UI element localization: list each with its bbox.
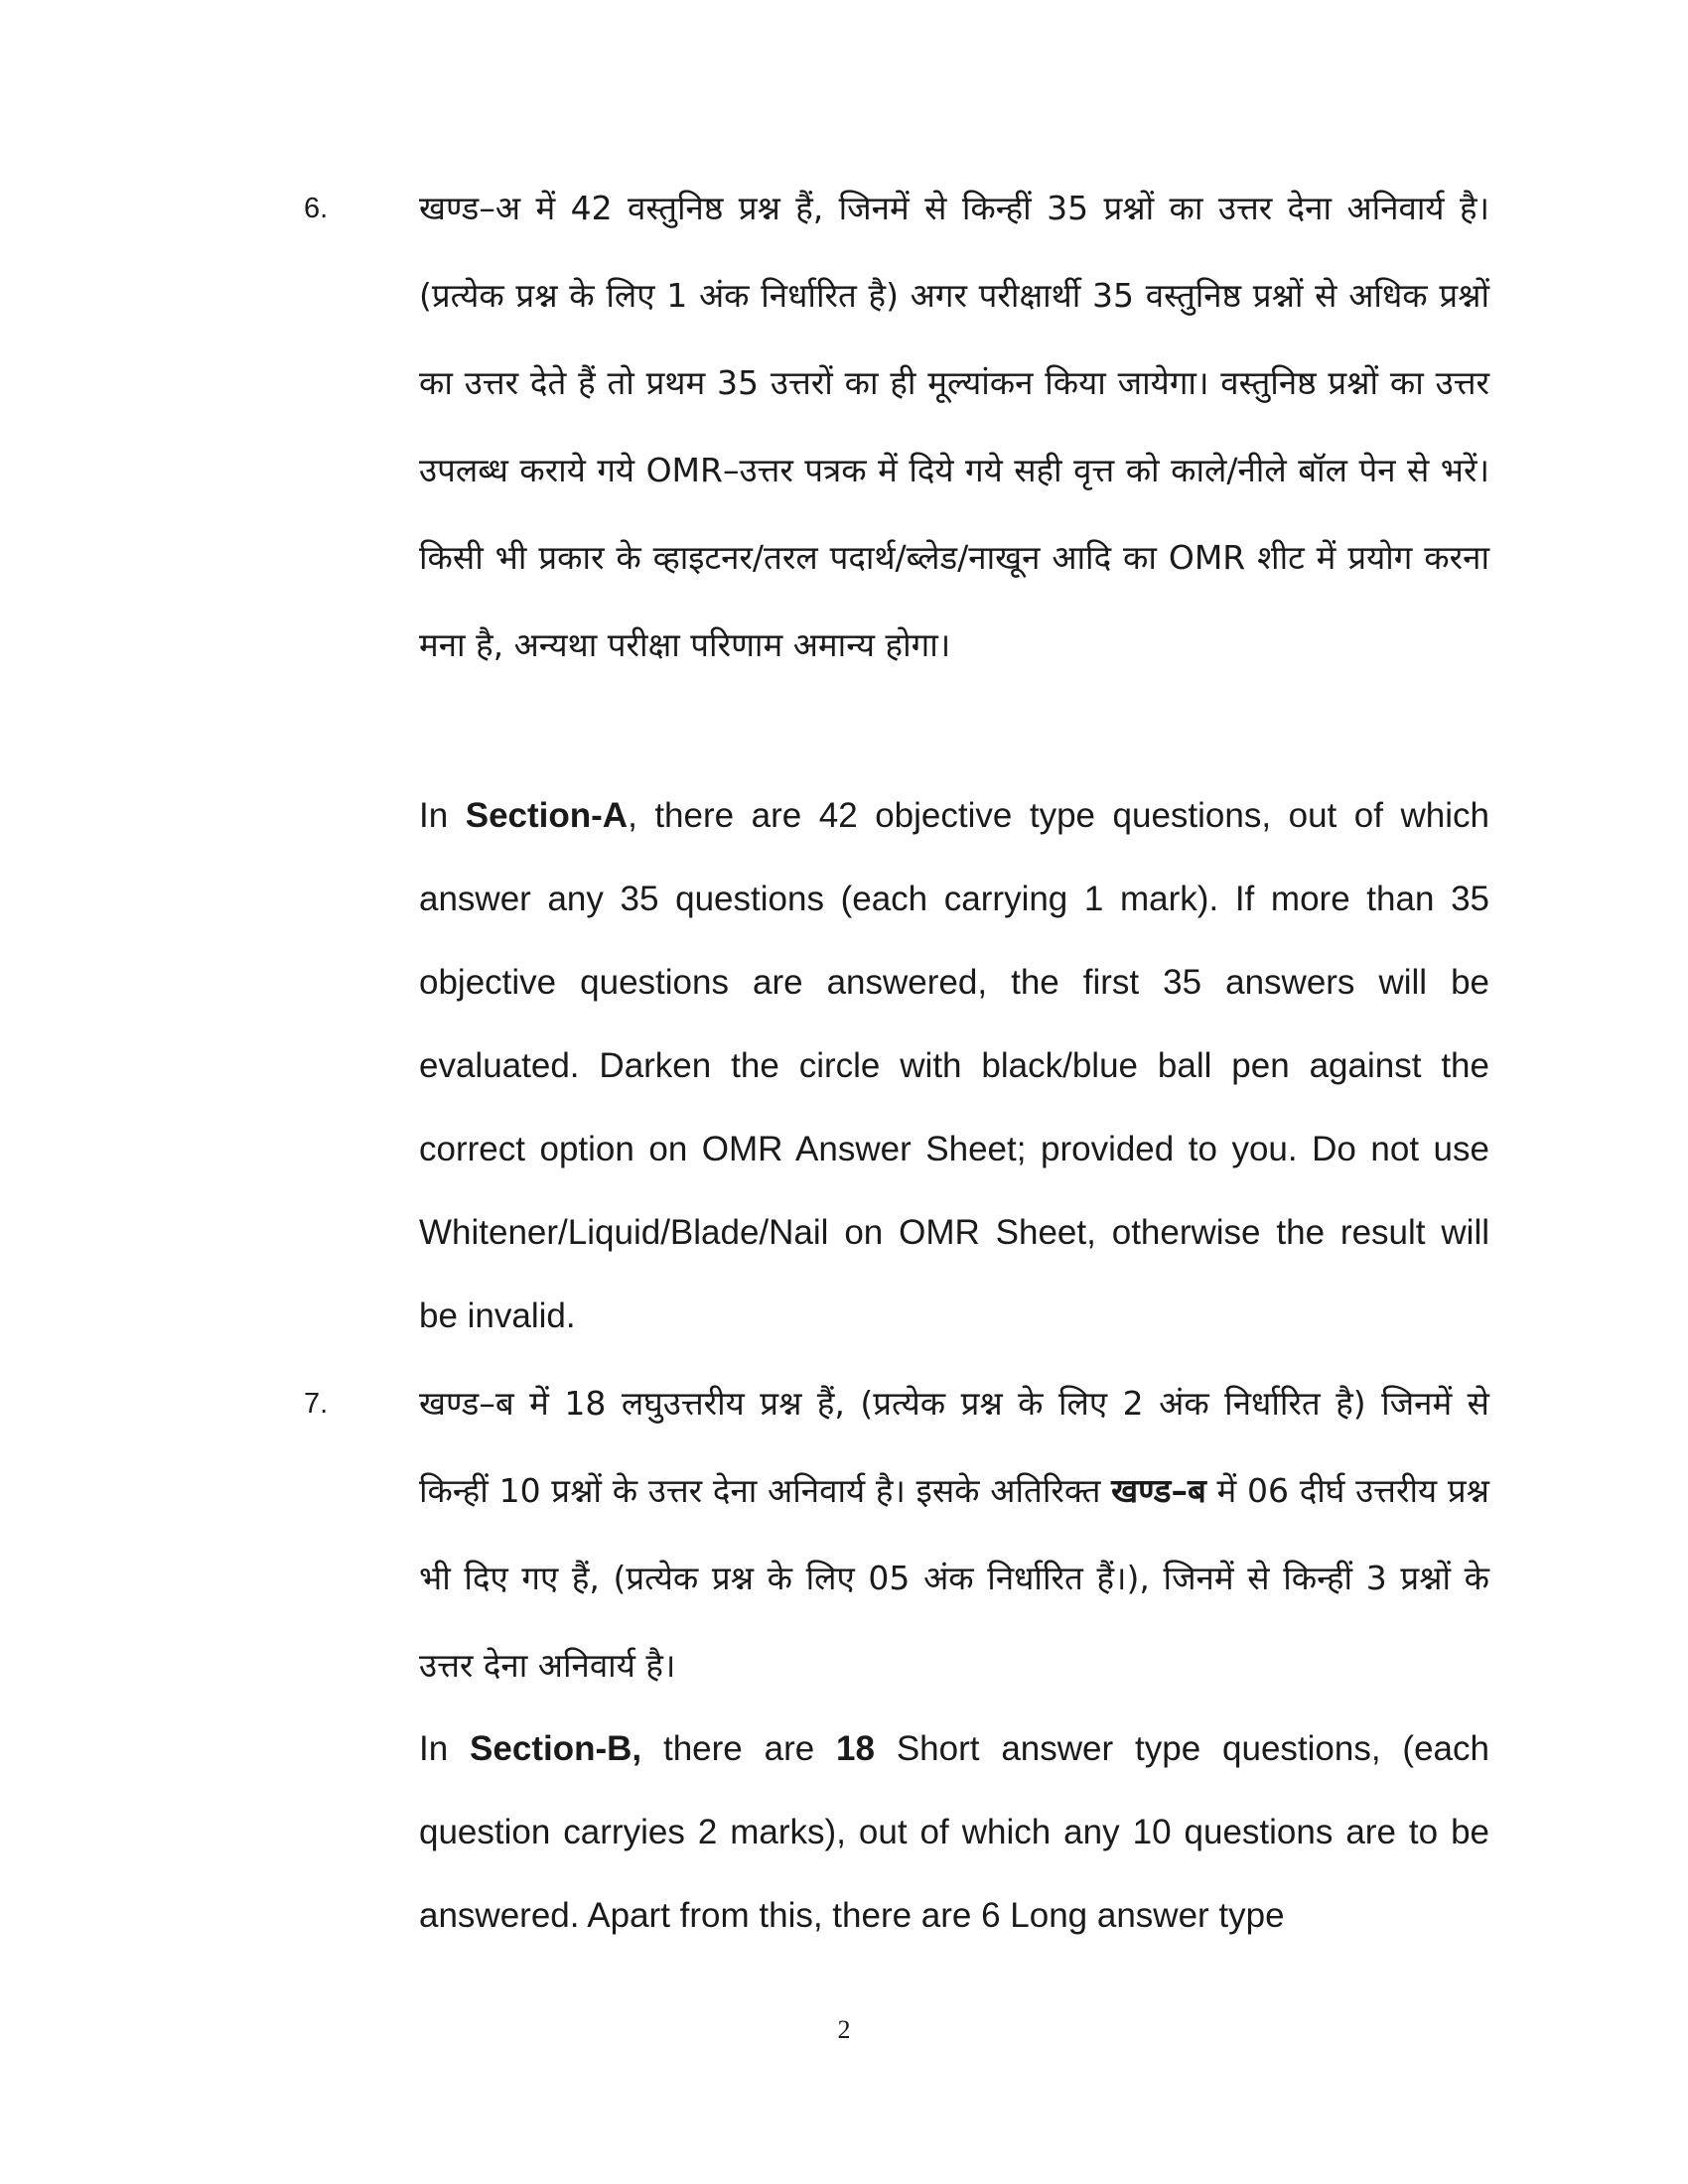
- item-7-hindi-text-1: खण्ड–ब में 18 लघुउत्तरीय प्रश्न हैं, (प्रत्येक प्रश्न के लिए 2 अंक निर्धारित है) जिनमें से किन्हीं 10 प्रश्नों के उत्तर देना अनिवार्य है। इसके अतिरिक्त: [419, 1384, 1489, 1510]
- item-7-question-count: 18: [836, 1729, 875, 1768]
- page-number: 2: [837, 2015, 851, 2044]
- item-7-english-text: Short answer type questions, (each question carryies 2 marks), out of which any 10 questions are to be answered. Apart from this, there are 6 Long answer type: [419, 1729, 1489, 1935]
- item-6-hindi-text: खण्ड–अ में 42 वस्तुनिष्ठ प्रश्न हैं, जिनमें से किन्हीं 35 प्रश्नों का उत्तर देना अनिवार्य है। (प्रत्येक प्रश्न के लिए 1 अंक निर्धारित है) अगर परीक्षार्थी 35 वस्तुनिष्ठ प्रश्नों से अधिक प्रश्नों का उत्तर देते हैं तो प्रथम 35 उत्तरों का ही मूल्यांकन किया जायेगा। वस्तुनिष्ठ प्रश्नों का उत्तर उपलब्ध कराये गये OMR–उत्तर पत्रक में दिये गये सही वृत्त को काले/नीले बॉल पेन से भरें। किसी भी प्रकार के व्हाइटनर/तरल पदार्थ/ब्लेड/नाखून आदि का OMR शीट में प्रयोग करना मना है, अन्यथा परीक्षा परिणाम अमान्य होगा।: [419, 189, 1489, 664]
- item-6-hindi-paragraph: [419, 165, 1489, 689]
- item-6-section-a-label: Section-A: [465, 796, 629, 835]
- item-number-7: 7.: [304, 1388, 329, 1420]
- item-7-section-b-label: Section-B,: [470, 1729, 642, 1768]
- item-6-english-prefix: In: [419, 796, 466, 835]
- item-7-hindi-bold-section: खण्ड–ब: [1111, 1471, 1206, 1510]
- item-6-english-paragraph: [419, 774, 1489, 1358]
- item-7-english-paragraph: [419, 1707, 1489, 1958]
- item-6-english-text: , there are 42 objective type questions, out of which answer any 35 questions (each carrying 1 mark). If more than 35 objective questions are answered, the first 35 answers will be evaluated. Darken the circle with black/blue ball pen against the correct option on OMR Answer Sheet; provided to you. Do not use Whitener/Liquid/Blade/Nail on OMR Sheet, otherwise the result will be invalid.: [419, 796, 1489, 1335]
- item-number-6: 6.: [304, 193, 329, 224]
- item-7-hindi-text-2: में 06 दीर्घ उत्तरीय प्रश्न भी दिए गए हैं, (प्रत्येक प्रश्न के लिए 05 अंक निर्धारित हैं।), जिनमें से किन्हीं 3 प्रश्नों के उत्तर देना अनिवार्य है।: [419, 1471, 1489, 1685]
- item-7-hindi-paragraph: [419, 1360, 1489, 1709]
- item-7-english-prefix: In: [419, 1729, 471, 1768]
- item-7-english-mid: there are: [641, 1729, 837, 1768]
